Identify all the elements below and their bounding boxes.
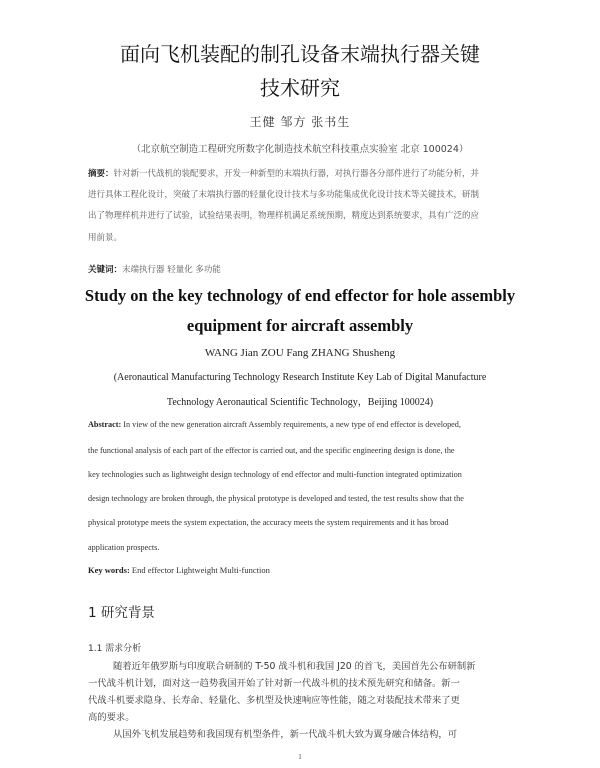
abstract-cn-line-4: 用前景。 (88, 233, 123, 243)
title-cn-line2: 技术研究 (260, 76, 340, 100)
title-cn-line1: 面向飞机装配的制孔设备末端执行器关键 (120, 42, 480, 66)
abstract-cn-line-3: 出了物理样机并进行了试验，试验结果表明，物理样机满足系统预期，精度达到系统要求，具有广泛的应 (88, 211, 480, 221)
abstract-cn-line-2: 进行具体工程化设计，突破了末端执行器的轻量化设计技术与多功能集成优化设计技术等关键技术，研制 (88, 190, 480, 200)
keywords-en (88, 565, 270, 575)
body-line-5: 从国外飞机发展趋势和我国现有机型条件，新一代战斗机大致为翼身融合体结构，可 (113, 729, 457, 740)
keywords-en-label: Key words: (88, 565, 130, 575)
keywords-en-text: End effector Lightweight Multi-function (131, 565, 270, 575)
abstract-cn-line-1 (88, 167, 479, 179)
keywords-cn-label: 关键词： (88, 265, 123, 275)
title-en-line1: Study on the key technology of end effector for hole assembly (84, 286, 516, 305)
abstract-en-line-5: physical prototype meets the system expectation, the accuracy meets the system requirements and it has broad (88, 518, 449, 527)
affiliation-cn: （北京航空制造工程研究所数字化制造技术航空科技重点实验室 北京 100024） (131, 144, 469, 155)
title-en-line2: equipment for aircraft assembly (186, 316, 414, 335)
abstract-en-line-6: application prospects. (88, 543, 160, 552)
subsection-heading: 1.1 需求分析 (88, 644, 142, 654)
authors-en: WANG Jian ZOU Fang ZHANG Shusheng (204, 347, 396, 359)
abstract-en-line-2: the functional analysis of each part of the effector is carried out, and the specific engineering design is done, the (88, 446, 455, 455)
abstract-en-label: Abstract: (88, 420, 122, 429)
body-line-3: 代战斗机要求隐身、长寿命、轻量化、多机型及快速响应等性能，随之对装配技术带来了更 (88, 695, 460, 706)
page-number: 1 (298, 753, 302, 761)
abstract-en-line-4: design technology are broken through, the physical prototype is developed and tested, the test results show that the (88, 494, 464, 503)
abstract-en-line-1 (88, 420, 461, 429)
body-line-2: 一代战斗机计划，面对这一趋势我国开始了针对新一代战斗机的技术预先研究和储备。新一 (88, 678, 460, 689)
authors-cn: 王健 邹方 张书生 (249, 115, 351, 129)
abstract-cn-text: 针对新一代战机的装配要求，开发一种新型的末端执行器，对执行器各分部件进行了功能分析，并 (113, 169, 480, 179)
body-line-4: 高的要求。 (88, 712, 135, 723)
affiliation-en-line1: (Aeronautical Manufacturing Technology Research Institute Key Lab of Digital Manufacture (113, 372, 487, 383)
affiliation-en-line2: Technology Aeronautical Scientific Technology，Beijing 100024) (166, 397, 434, 408)
keywords-cn (88, 263, 221, 275)
abstract-en-line-3: key technologies such as lightweight design technology of end effector and multi-function integrated optimization (88, 470, 462, 479)
keywords-cn-text: 末端执行器 轻量化 多功能 (122, 265, 221, 275)
body-line-1: 随着近年俄罗斯与印度联合研制的 T-50 战斗机和我国 J20 的首飞，美国首先公布研制新 (113, 661, 476, 672)
section-heading: 1 研究背景 (88, 605, 155, 621)
abstract-cn-label: 摘要： (88, 169, 114, 179)
abstract-en-text: In view of the new generation aircraft Assembly requirements, a new type of end effector is developed, (123, 420, 461, 429)
